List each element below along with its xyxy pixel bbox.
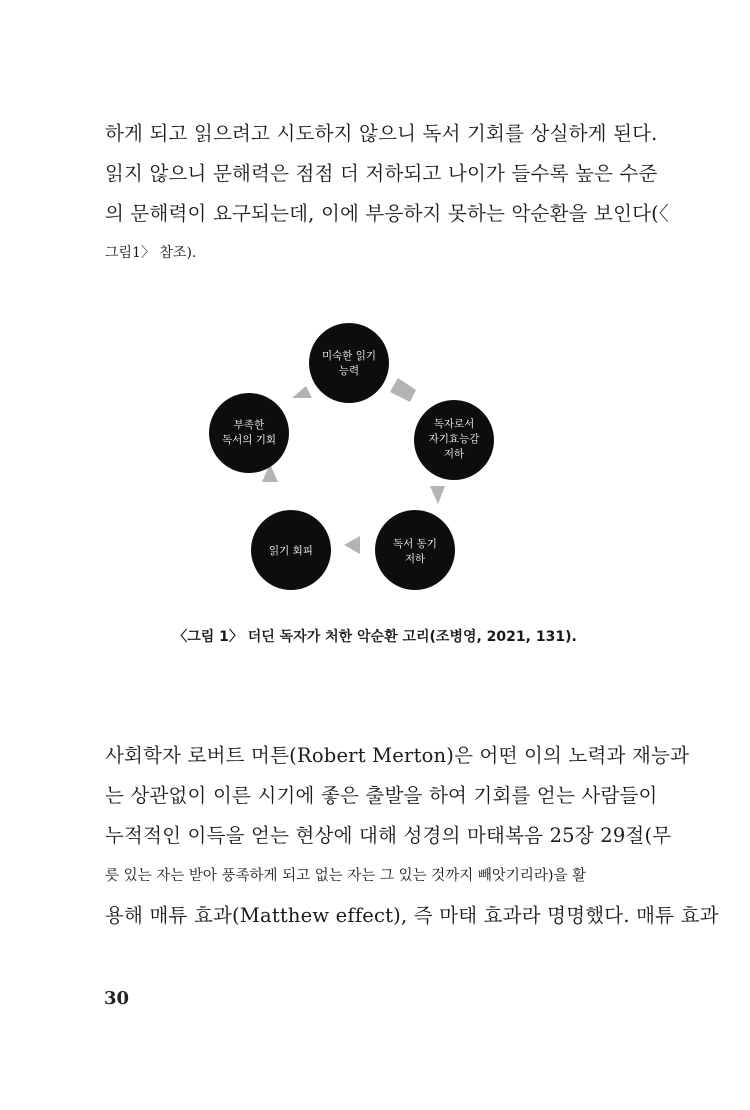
paragraph-2-line: 는 상관없이 이른 시기에 좋은 출발을 하여 기회를 얻는 사람들이 [105,784,658,807]
cycle-node [414,400,494,480]
paragraph-2 [105,740,719,940]
paragraph-1-line: 하게 되고 읽으려고 시도하지 않으니 독서 기회를 상실하게 된다. [105,122,658,145]
cycle-node-label: 자기효능감 [428,433,480,445]
paragraph-2-line: 사회학자 로버트 머튼(Robert Merton)은 어떤 이의 노력과 재능과 [105,744,690,767]
paragraph-2-line: 누적적인 이득을 얻는 현상에 대해 성경의 마태복음 25장 29절(무 [105,824,672,847]
figure-caption: 〈그림 1〉 더딘 독자가 처한 악순환 고리(조병영, 2021, 131). [173,629,577,645]
cycle-node-label: 저하 [404,553,426,565]
paragraph-2-line: 용해 매튜 효과(Matthew effect), 즉 마태 효과라 명명했다. 매튜 효과 [105,904,719,927]
cycle-node [209,393,289,473]
cycle-arrow [292,386,312,398]
cycle-node [375,510,455,590]
page-number: 30 [104,988,130,1009]
paragraph-1-line: 그림1〉 참조). [105,245,197,261]
cycle-node-label: 부족한 [233,419,265,431]
cycle-node-label: 독서의 기회 [221,434,277,446]
paragraph-1-line: 읽지 않으니 문해력은 점점 더 저하되고 나이가 들수록 높은 수준 [105,162,658,185]
cycle-node-label: 읽기 회피 [269,545,313,557]
cycle-node [309,323,389,403]
cycle-node-label: 저하 [443,448,465,460]
cycle-arrow [344,536,360,554]
paragraph-1 [105,118,669,268]
paragraph-2-line: 릇 있는 자는 받아 풍족하게 되고 없는 자는 그 있는 것까지 빼앗기리라)을 활 [105,868,587,884]
cycle-arrow [390,378,416,402]
paragraph-1-line: 의 문해력이 요구되는데, 이에 부응하지 못하는 악순환을 보인다(〈 [105,202,669,225]
cycle-arrow [430,486,445,504]
cycle-node-label: 독서 동기 [393,538,437,550]
vicious-cycle-diagram [200,318,560,598]
cycle-node-label: 능력 [338,365,360,377]
cycle-node-label: 미숙한 읽기 [321,350,377,362]
cycle-node-label: 독자로서 [433,418,475,430]
cycle-node [251,510,331,590]
